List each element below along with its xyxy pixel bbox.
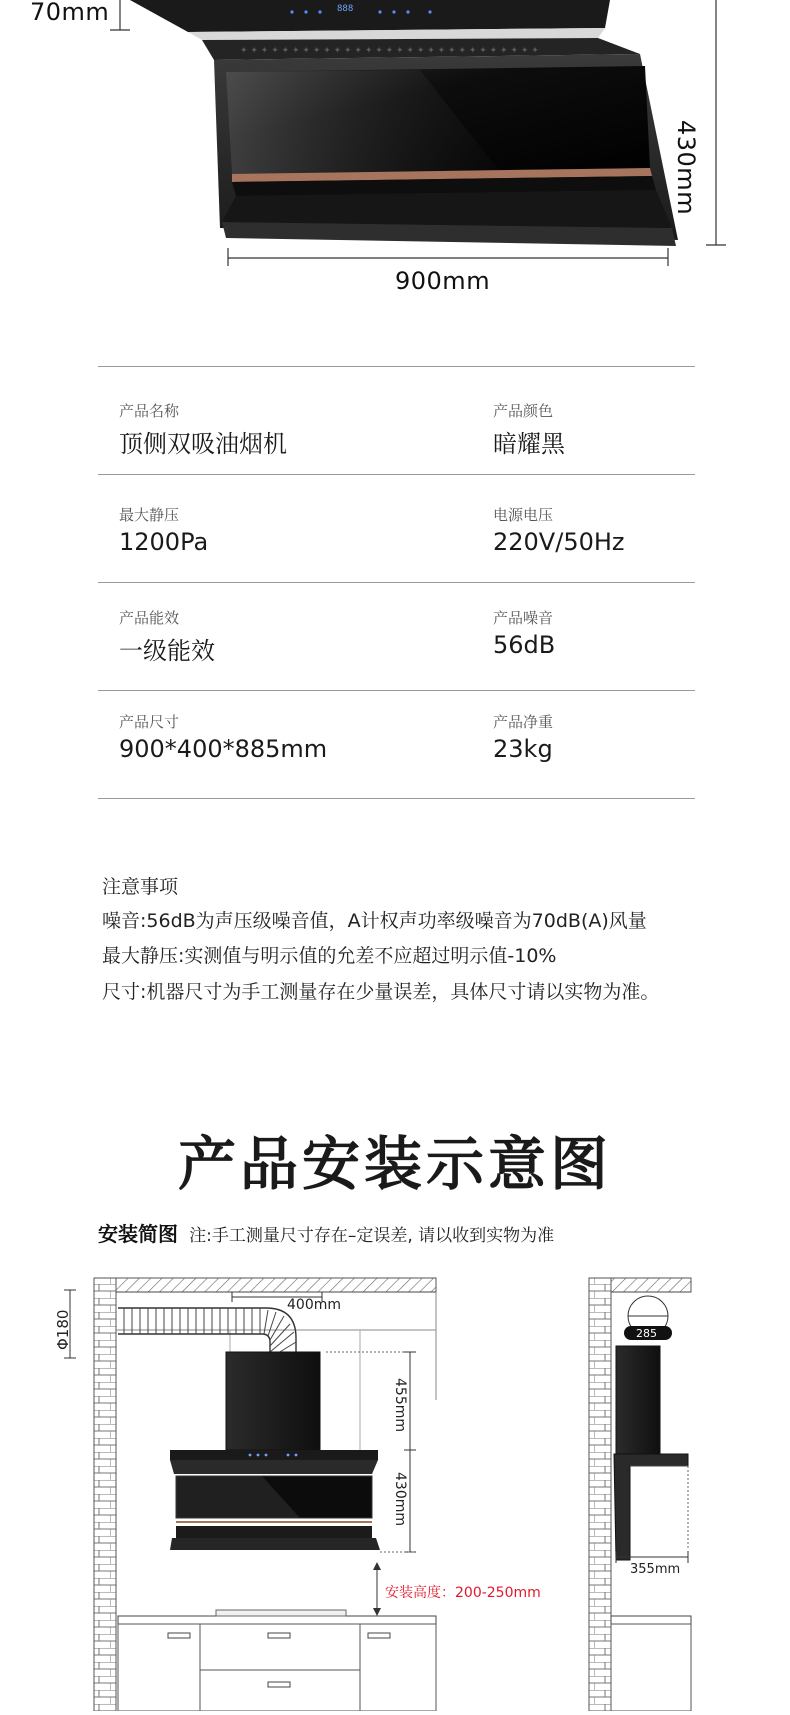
table-divider [98, 474, 695, 475]
table-divider [98, 366, 695, 367]
width-dimension-label: 900mm [395, 267, 491, 295]
install-diagram [0, 1270, 790, 1711]
spec-label-weight: 产品净重 [493, 713, 554, 731]
spec-value-size: 900*400*885mm [119, 735, 328, 763]
notes-title: 注意事项 [102, 876, 179, 898]
spec-value-voltage: 220V/50Hz [493, 528, 625, 556]
spec-label-product-name: 产品名称 [119, 402, 180, 420]
table-divider [98, 690, 695, 691]
spec-value-product-name: 顶侧双吸油烟机 [119, 430, 287, 458]
spec-value-weight: 23kg [493, 735, 553, 763]
sketch-note: 注:手工测量尺寸存在–定误差, 请以收到实物为准 [189, 1226, 555, 1246]
install-height-label: 安装高度：200-250mm [385, 1585, 541, 1601]
upper-height-label: 455mm [392, 1378, 408, 1432]
hood-dimension-figure [0, 0, 790, 300]
display-digits: 888 [337, 4, 354, 14]
spec-label-noise: 产品噪音 [493, 609, 554, 627]
spec-label-size: 产品尺寸 [119, 713, 180, 731]
note-line-pressure: 最大静压:实测值与明示值的允差不应超过明示值-10% [102, 945, 557, 967]
lower-height-label: 430mm [392, 1472, 408, 1526]
svg-text:✦ ✦ ✦ ✦ ✦ ✦ ✦ ✦ ✦ ✦ ✦ ✦ ✦ ✦ ✦: ✦ ✦ ✦ ✦ ✦ ✦ ✦ ✦ ✦ ✦ ✦ ✦ ✦ ✦ ✦ ✦ ✦ ✦ ✦ ✦ ✦ ✦ ✦ ✦ ✦ ✦ ✦ ✦ ✦ [240, 46, 539, 56]
spec-label-voltage: 电源电压 [493, 506, 554, 524]
note-line-size: 尺寸:机器尺寸为手工测量存在少量误差，具体尺寸请以实物为准。 [102, 981, 660, 1003]
spec-value-static-pressure: 1200Pa [119, 528, 209, 556]
spec-label-static-pressure: 最大静压 [119, 506, 180, 524]
side-top-width-label: 285 [636, 1327, 657, 1340]
height-dimension-label: 430mm [672, 120, 700, 216]
table-divider [98, 582, 695, 583]
spec-value-efficiency: 一级能效 [119, 637, 215, 665]
table-divider [98, 798, 695, 799]
notes-section [102, 872, 762, 1011]
depth-dimension-label: 70mm [30, 0, 110, 26]
duct-length-label: 400mm [287, 1297, 341, 1313]
sketch-header [98, 1218, 554, 1247]
sketch-title: 安装简图 [98, 1222, 178, 1246]
duct-diameter-label: Φ180 [54, 1309, 72, 1350]
spec-value-noise: 56dB [493, 631, 556, 659]
install-section-title: 产品安装示意图 [177, 1130, 612, 1198]
side-depth-label: 355mm [630, 1562, 681, 1577]
spec-label-efficiency: 产品能效 [119, 609, 180, 627]
note-line-noise: 噪音:56dB为声压级噪音值，A计权声功率级噪音为70dB(A)风量 [102, 910, 647, 932]
spec-label-color: 产品颜色 [493, 402, 554, 420]
spec-value-color: 暗耀黑 [493, 430, 565, 458]
